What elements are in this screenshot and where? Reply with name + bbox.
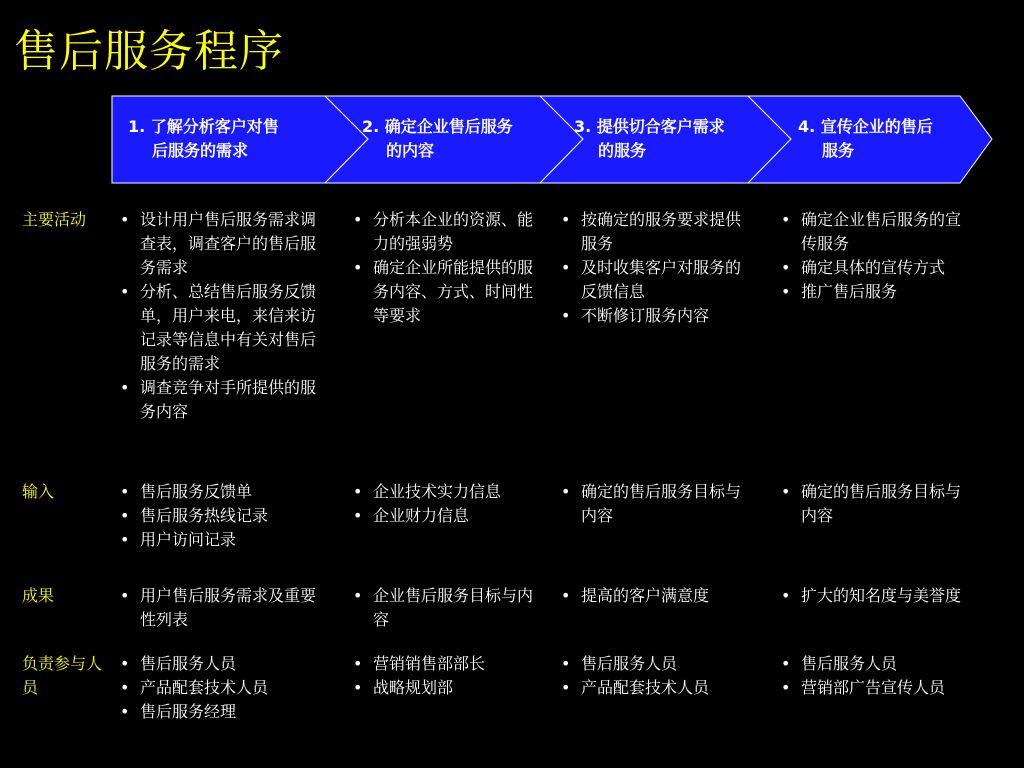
list-item: • 售后服务人员 bbox=[118, 652, 328, 676]
step-2-line1: 2. 确定企业售后服务 bbox=[362, 117, 513, 136]
list-item: • 不断修订服务内容 bbox=[559, 304, 749, 328]
list-item: • 用户售后服务需求及重要性列表 bbox=[118, 584, 328, 632]
list-item: • 售后服务人员 bbox=[779, 652, 971, 676]
input-col-1 bbox=[118, 480, 328, 552]
step-2-label bbox=[362, 115, 513, 163]
result-col-4 bbox=[779, 584, 971, 608]
personnel-col-3 bbox=[559, 652, 729, 700]
list-item: • 提高的客户满意度 bbox=[559, 584, 749, 608]
step-2-line2: 的内容 bbox=[386, 141, 435, 160]
step-4-line1: 4. 宣传企业的售后 bbox=[798, 117, 933, 136]
list-item: • 确定具体的宣传方式 bbox=[779, 256, 971, 280]
step-4-line2: 服务 bbox=[822, 141, 855, 160]
list-item: • 及时收集客户对服务的反馈信息 bbox=[559, 256, 749, 304]
step-3-line1: 3. 提供切合客户需求 bbox=[574, 117, 725, 136]
row-label-input: 输入 bbox=[22, 482, 55, 501]
result-col-3 bbox=[559, 584, 749, 608]
list-item: • 确定的售后服务目标与内容 bbox=[779, 480, 971, 528]
input-col-3 bbox=[559, 480, 749, 528]
step-4-label bbox=[798, 115, 933, 163]
personnel-col-1 bbox=[118, 652, 328, 724]
list-item: • 战略规划部 bbox=[351, 676, 541, 700]
list-item: • 企业售后服务目标与内容 bbox=[351, 584, 541, 632]
input-col-2 bbox=[351, 480, 541, 528]
step-1-label bbox=[128, 115, 279, 163]
list-item: • 售后服务反馈单 bbox=[118, 480, 328, 504]
process-chevrons bbox=[0, 0, 1024, 200]
list-item: • 企业财力信息 bbox=[351, 504, 541, 528]
list-item: • 推广售后服务 bbox=[779, 280, 971, 304]
page-title: 售后服务程序 bbox=[14, 26, 284, 77]
list-item: • 确定企业售后服务的宣传服务 bbox=[779, 208, 971, 256]
list-item: • 产品配套技术人员 bbox=[559, 676, 729, 700]
result-col-1 bbox=[118, 584, 328, 632]
activities-col-1 bbox=[118, 208, 328, 424]
list-item: • 确定的售后服务目标与内容 bbox=[559, 480, 749, 528]
list-item: • 调查竞争对手所提供的服务内容 bbox=[118, 376, 328, 424]
step-3-line2: 的服务 bbox=[598, 141, 647, 160]
input-col-4 bbox=[779, 480, 971, 528]
row-label-result: 成果 bbox=[22, 586, 55, 605]
activities-col-2 bbox=[351, 208, 541, 328]
list-item: • 售后服务人员 bbox=[559, 652, 729, 676]
result-col-2 bbox=[351, 584, 541, 632]
row-label-personnel: 负责参与人员 bbox=[22, 654, 103, 697]
list-item: • 售后服务热线记录 bbox=[118, 504, 328, 528]
list-item: • 企业技术实力信息 bbox=[351, 480, 541, 504]
personnel-col-4 bbox=[779, 652, 971, 700]
list-item: • 营销部广告宣传人员 bbox=[779, 676, 971, 700]
list-item: • 确定企业所能提供的服务内容、方式、时间性等要求 bbox=[351, 256, 541, 328]
step-1-line1: 1. 了解分析客户对售 bbox=[128, 117, 279, 136]
list-item: • 售后服务经理 bbox=[118, 700, 328, 724]
list-item: • 设计用户售后服务需求调查表，调查客户的售后服务需求 bbox=[118, 208, 328, 280]
list-item: • 按确定的服务要求提供服务 bbox=[559, 208, 749, 256]
activities-col-3 bbox=[559, 208, 749, 328]
list-item: • 营销销售部部长 bbox=[351, 652, 541, 676]
personnel-col-2 bbox=[351, 652, 541, 700]
list-item: • 分析、总结售后服务反馈单，用户来电，来信来访记录等信息中有关对售后服务的需求 bbox=[118, 280, 328, 376]
activities-col-4 bbox=[779, 208, 971, 304]
list-item: • 用户访问记录 bbox=[118, 528, 328, 552]
list-item: • 产品配套技术人员 bbox=[118, 676, 328, 700]
row-label-activities: 主要活动 bbox=[22, 210, 87, 229]
step-1-line2: 后服务的需求 bbox=[152, 141, 249, 160]
step-3-label bbox=[574, 115, 725, 163]
list-item: • 分析本企业的资源、能力的强弱势 bbox=[351, 208, 541, 256]
list-item: • 扩大的知名度与美誉度 bbox=[779, 584, 971, 608]
